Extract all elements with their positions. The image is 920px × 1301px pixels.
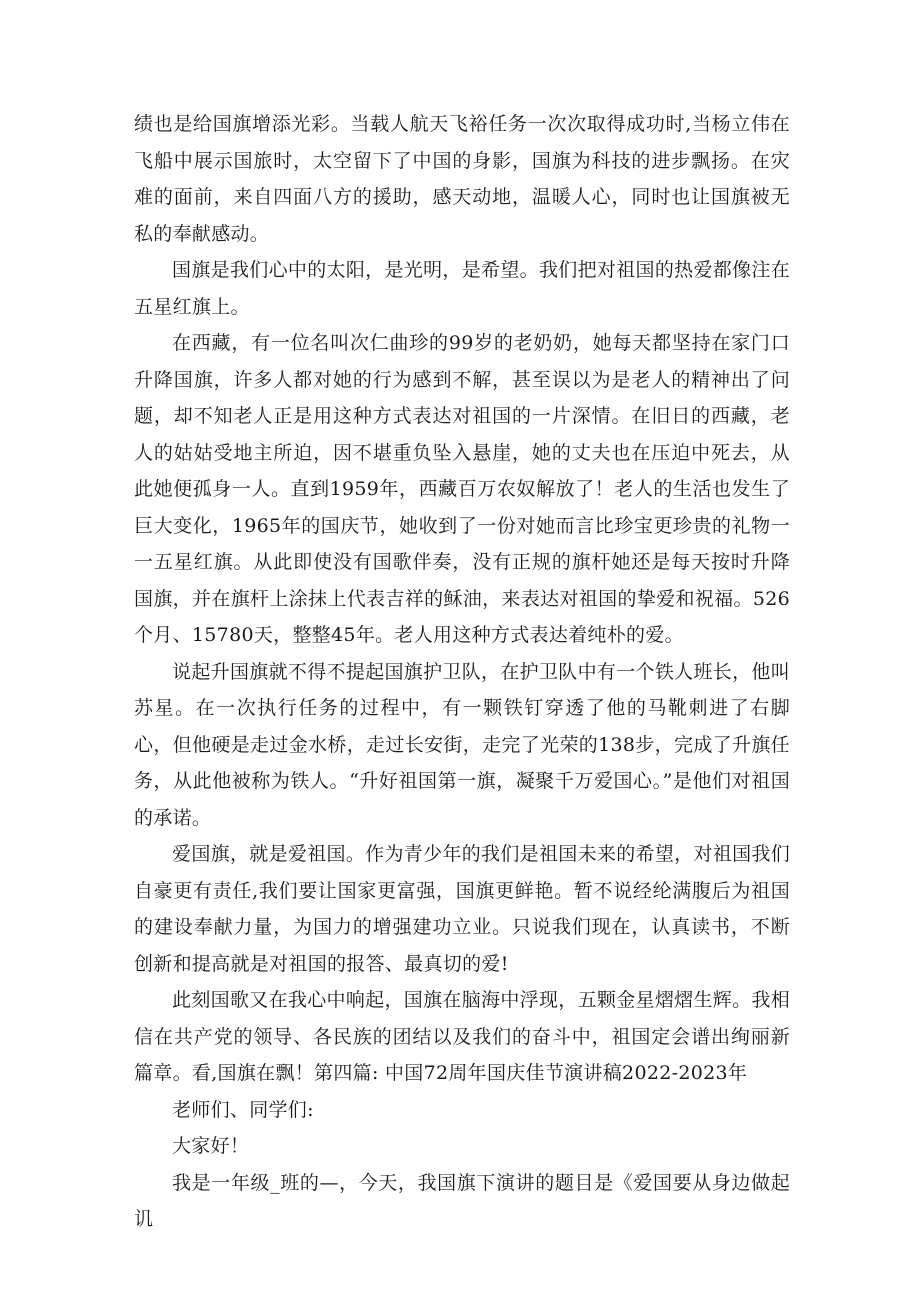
paragraph-7: 老师们、同学们: bbox=[172, 1098, 314, 1121]
paragraph-8: 大家好！ bbox=[172, 1135, 250, 1157]
paragraph-6: 此刻国歌又在我心中响起，国旗在脑海中浮现，五颗金星熠熠生辉。我相信在共产党的领导、各民族的团结以及我们的奋斗中，祖国定会谱出绚丽新篇章。看,国旗在飘！第四篇: 中国72周年国庆佳节演讲稿2022-2023年 bbox=[134, 989, 790, 1084]
paragraph-2: 国旗是我们心中的太阳，是光明，是希望。我们把对祖国的热爱都像注在五星红旗上。 bbox=[134, 259, 790, 318]
paragraph-3: 在西藏，有一位名叫次仁曲珍的99岁的老奶奶，她每天都坚持在家门口升降国旗，许多人都对她的行为感到不解，甚至误以为是老人的精神出了问题，却不知老人正是用这种方式表达对祖国的一片深情。在旧日的西藏，老人的姑姑受地主所迫，因不堪重负坠入悬崖，她的丈夫也在压迫中死去，从此她便孤身一人。直到1959年，西藏百万农奴解放了！老人的生活也发生了巨大变化，1965年的国庆节，她收到了一份对她而言比珍宝更珍贵的礼物一一五星红旗。从此即使没有国歌伴奏，没有正规的旗杆她还是每天按时升降国旗，并在旗杆上涂抹上代表吉祥的稣油，来表达对祖国的挚爱和祝福。526个月、15780天，整整45年。老人用这种方式表达着纯朴的爱。 bbox=[134, 332, 790, 646]
document-body bbox=[134, 106, 790, 1238]
paragraph-9: 我是一年级_班的—，今天，我国旗下演讲的题目是《爱国要从身边做起讥 bbox=[134, 1171, 790, 1230]
paragraph-4: 说起升国旗就不得不提起国旗护卫队，在护卫队中有一个铁人班长，他叫苏星。在一次执行任务的过程中，有一颗铁钉穿透了他的马靴刺进了右脚心，但他硬是走过金水桥，走过长安街，走完了光荣的138步，完成了升旗任务，从此他被称为铁人。“升好祖国第一旗，凝聚千万爱国心。”是他们对祖国的承诺。 bbox=[134, 660, 790, 829]
paragraph-5: 爱国旗，就是爱祖国。作为青少年的我们是祖国未来的希望，对祖国我们自豪更有责任,我们要让国家更富强，国旗更鲜艳。暂不说经纶满腹后为祖国的建设奉献力量，为国力的增强建功立业。只说我们现在，认真读书，不断创新和提高就是对祖国的报答、最真切的爱! bbox=[134, 843, 790, 975]
paragraph-1: 绩也是给国旗增添光彩。当载人航天飞裕任务一次次取得成功时,当杨立伟在飞船中展示国旅时，太空留下了中国的身影，国旗为科技的进步飘扬。在灾难的面前，来自四面八方的援助，感天动地，温暖人心，同时也让国旗被无私的奉献感动。 bbox=[134, 113, 790, 245]
